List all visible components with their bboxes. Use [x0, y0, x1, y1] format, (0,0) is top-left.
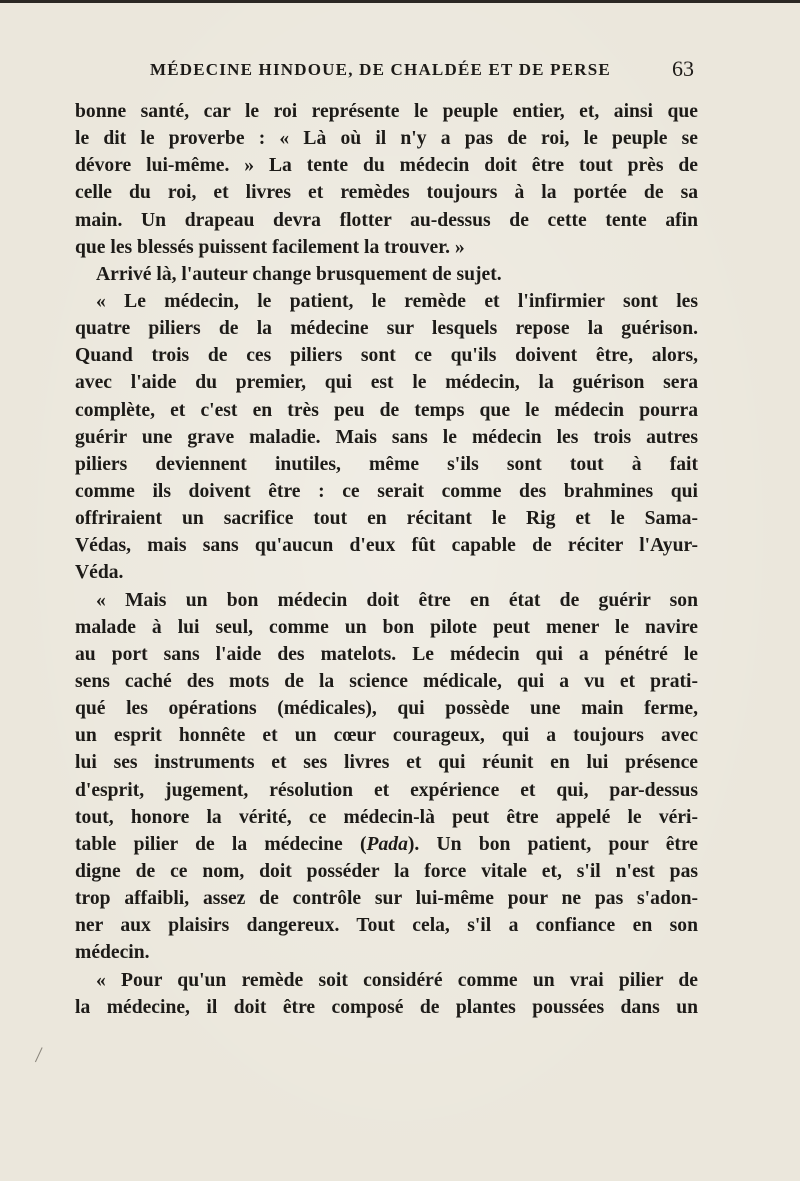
stray-pencil-mark — [35, 1047, 48, 1064]
text-line: ner aux plaisirs dangereux. Tout cela, s'il a confiance en son — [75, 915, 698, 937]
text-line: complète, et c'est en très peu de temps que le médecin pourra — [75, 399, 698, 421]
body-text — [75, 98, 698, 1021]
text-line: d'esprit, jugement, résolution et expérience et qui, par-dessus — [75, 779, 698, 801]
text-line: médecin. — [75, 942, 150, 964]
text-line: lui ses instruments et ses livres et qui réunit en lui présence — [75, 752, 698, 774]
text-line: Quand trois de ces piliers sont ce qu'ils doivent être, alors, — [75, 345, 698, 367]
text-line: malade à lui seul, comme un bon pilote peut mener le navire — [75, 616, 698, 638]
text-line: table pilier de la médecine (Pada). Un bon patient, pour être — [75, 833, 698, 855]
text-line: trop affaibli, assez de contrôle sur lui-même pour ne pas s'adon- — [75, 888, 698, 910]
text-line: « Le médecin, le patient, le remède et l'infirmier sont les — [96, 290, 698, 312]
running-head: MÉDECINE HINDOUE, DE CHALDÉE ET DE PERSE — [150, 60, 611, 79]
text-line: avec l'aide du premier, qui est le médecin, la guérison sera — [75, 372, 698, 394]
text-line: offriraient un sacrifice tout en récitant le Rig et le Sama- — [75, 508, 698, 530]
text-line: dévore lui-même. » La tente du médecin doit être tout près de — [75, 155, 698, 177]
text-line: « Pour qu'un remède soit considéré comme un vrai pilier de — [96, 969, 698, 991]
text-line: « Mais un bon médecin doit être en état de guérir son — [96, 589, 698, 611]
text-line: celle du roi, et livres et remèdes toujours à la portée de sa — [75, 182, 698, 204]
text-line: Véda. — [75, 562, 124, 584]
text-line: que les blessés puissent facilement la trouver. » — [75, 236, 465, 258]
text-line: main. Un drapeau devra flotter au-dessus de cette tente afin — [75, 209, 698, 231]
text-line: tout, honore la vérité, ce médecin-là peut être appelé le véri- — [75, 806, 698, 828]
text-line: un esprit honnête et un cœur courageux, qui a toujours avec — [75, 725, 698, 747]
text-line: Védas, mais sans qu'aucun d'eux fût capable de réciter l'Ayur- — [75, 535, 698, 557]
text-line: guérir une grave maladie. Mais sans le médecin les trois autres — [75, 426, 698, 448]
text-line: digne de ce nom, doit posséder la force vitale et, s'il n'est pas — [75, 860, 698, 882]
text-line: piliers deviennent inutiles, même s'ils sont tout à fait — [75, 453, 698, 475]
text-line: le dit le proverbe : « Là où il n'y a pas de roi, le peuple se — [75, 128, 698, 150]
text-line: la médecine, il doit être composé de plantes poussées dans un — [75, 996, 698, 1018]
text-line: bonne santé, car le roi représente le peuple entier, et, ainsi que — [75, 101, 698, 122]
text-line: au port sans l'aide des matelots. Le médecin qui a pénétré le — [75, 643, 698, 665]
italic-term: Pada — [366, 833, 408, 855]
text-line: Arrivé là, l'auteur change brusquement de sujet. — [96, 263, 502, 285]
text-line: qué les opérations (médicales), qui possède une main ferme, — [75, 698, 698, 720]
text-line: sens caché des mots de la science médicale, qui a vu et prati- — [75, 670, 698, 692]
text-line: comme ils doivent être : ce serait comme des brahmines qui — [75, 480, 698, 502]
page-number: 63 — [672, 56, 694, 81]
text-line: quatre piliers de la médecine sur lesquels repose la guérison. — [75, 318, 698, 340]
page-top-edge — [0, 0, 800, 3]
